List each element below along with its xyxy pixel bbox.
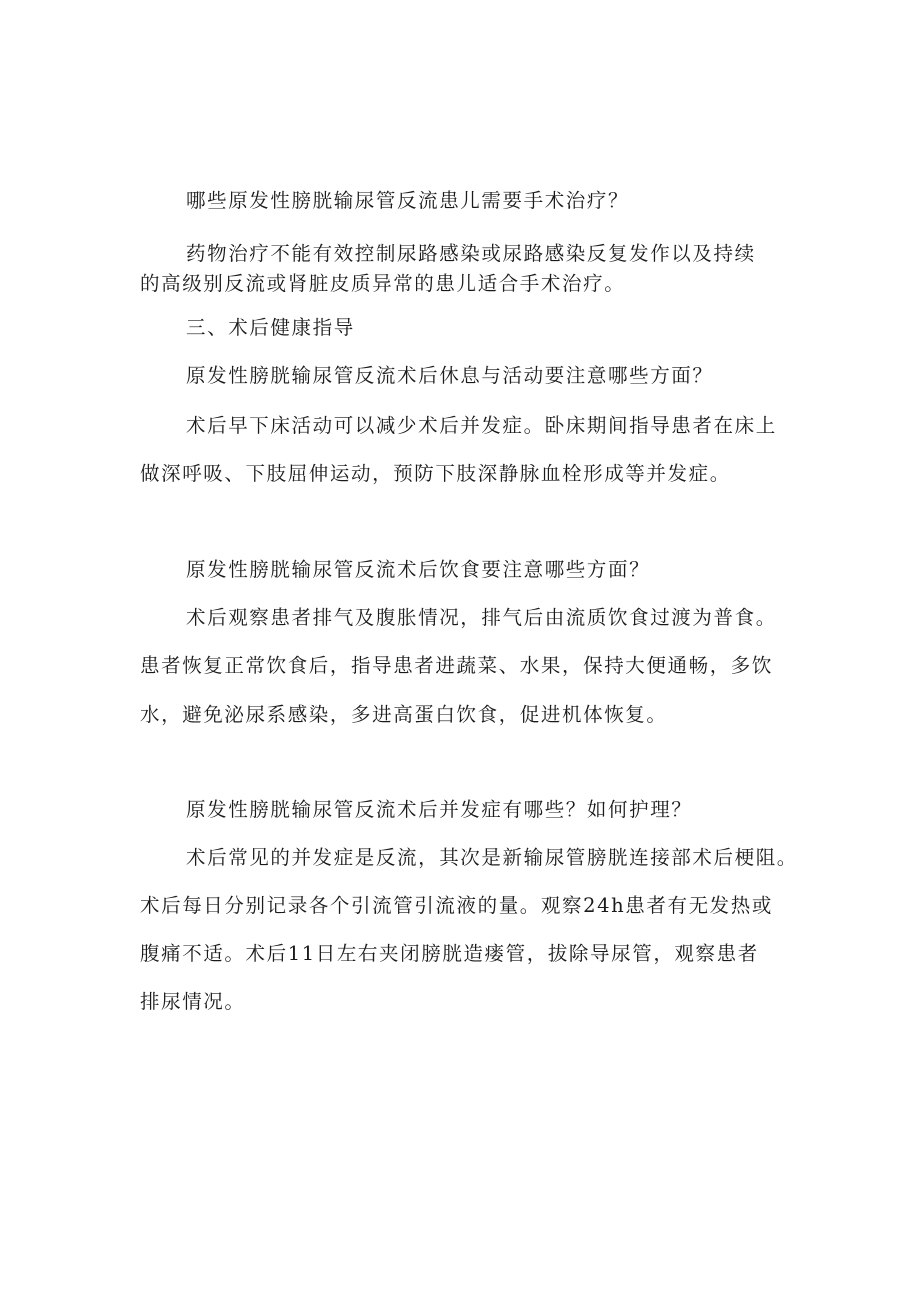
question-heading-4: 原发性膀胱输尿管反流术后并发症有哪些？如何护理？ xyxy=(186,798,693,821)
answer-1-line-1: 药物治疗不能有效控制尿路感染或尿路感染反复发作以及持续 xyxy=(186,242,756,265)
answer-3-line-2: 患者恢复正常饮食后，指导患者进蔬菜、水果，保持大便通畅，多饮 xyxy=(140,654,774,677)
answer-3-line-1: 术后观察患者排气及腹胀情况，排气后由流质饮食过渡为普食。 xyxy=(186,606,777,629)
answer-1-line-2: 的高级别反流或肾脏皮质异常的患儿适合手术治疗。 xyxy=(140,272,626,295)
question-heading-3: 原发性膀胱输尿管反流术后饮食要注意哪些方面？ xyxy=(186,558,651,581)
answer-2-line-1: 术后早下床活动可以减少术后并发症。卧床期间指导患者在床上 xyxy=(186,414,777,437)
question-heading-2: 原发性膀胱输尿管反流术后休息与活动要注意哪些方面？ xyxy=(186,364,714,387)
question-heading-1: 哪些原发性膀胱输尿管反流患儿需要手术治疗？ xyxy=(186,189,630,212)
answer-2-line-2: 做深呼吸、下肢屈伸运动，预防下肢深静脉血栓形成等并发症。 xyxy=(140,462,731,485)
answer-4-line-3: 腹痛不适。术后11日左右夹闭膀胱造瘘管，拔除导尿管，观察患者 xyxy=(140,942,759,965)
answer-3-line-3: 水，避免泌尿系感染，多进高蛋白饮食，促进机体恢复。 xyxy=(140,703,668,726)
section-heading-3: 三、术后健康指导 xyxy=(186,316,355,339)
answer-4-line-2: 术后每日分别记录各个引流管引流液的量。观察24h患者有无发热或 xyxy=(140,894,773,917)
answer-4-line-4: 排尿情况。 xyxy=(140,990,246,1013)
answer-4-line-1: 术后常见的并发症是反流，其次是新输尿管膀胱连接部术后梗阻。 xyxy=(186,846,798,869)
